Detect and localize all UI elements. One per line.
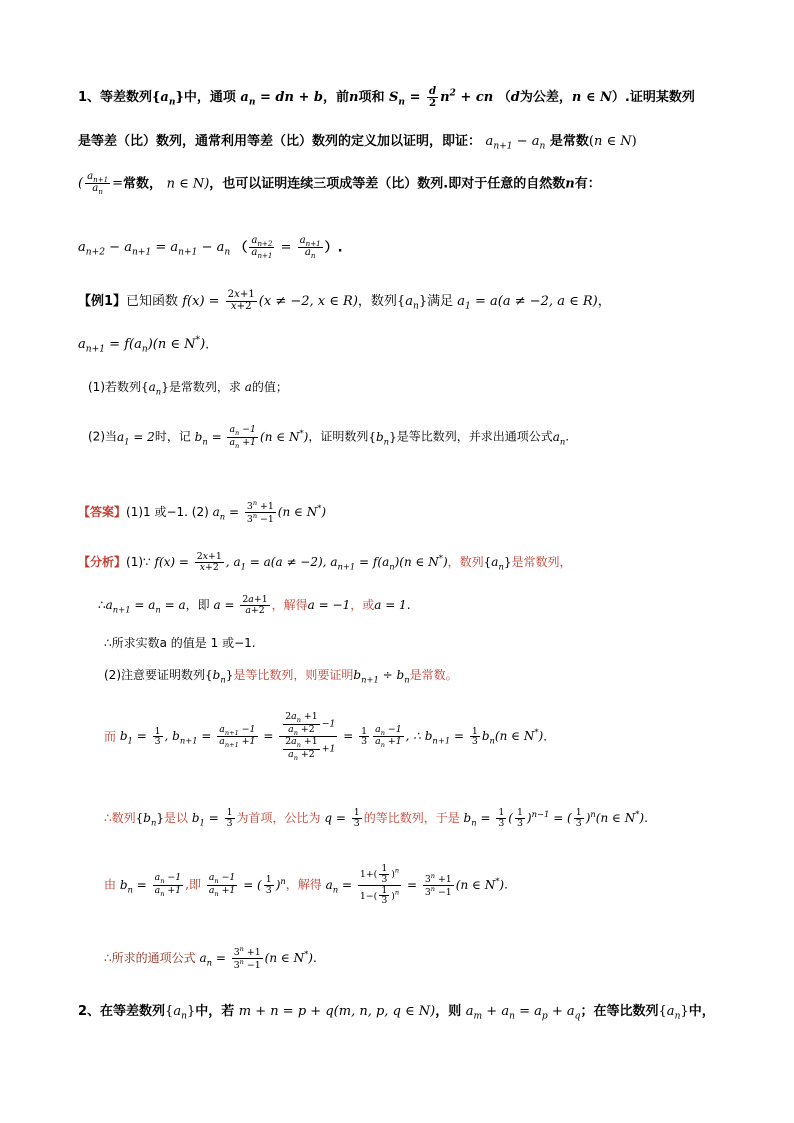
answer-text: (1)1 或−1. (2) [126,504,209,519]
example-q1 [88,378,288,396]
math-an-set: $\{a_n\}$ [165,1004,196,1022]
analysis-p4 [104,666,458,684]
analysis-p7: 由 $b_n$ = $\frac{a_n -1}{a_n +1}$ ,即 $\frac{a_n -1}{a_n +1}$ = ( $\frac{1}{3}$ )$^n$，解得 $a_n$ = 1+( $\frac{1}{3}$ )$^n$ 1−( $\frac{1}{3}$ )$^n$ = $\frac{3^n +1}{3^n -1}$ (n ∈ N*). [104,863,508,907]
math-a1-eq2: $a_1 = 2$ [117,429,155,447]
text: 是常数列，求 [168,380,241,394]
text: ，数列 [447,554,484,569]
math-p4: $b_{n+1} \div b_n$ [353,668,410,685]
text: ，解得 [271,597,308,612]
text: 是常数列， [511,554,572,569]
math-p1: f(x) = $\frac{2x+1}{x+2}$ , $a_1 = a(a \ne -2)$, $a_{n+1} = f(a_n)(n$ ∈ N*) [154,551,448,573]
math-b1: $b_1$ = $\frac{1}{3}$ [191,807,233,829]
section2-line [78,1000,715,1022]
text: ∴数列 [104,810,136,825]
text: 是常数。 [409,668,458,682]
text: ，或 [350,597,375,612]
math-ratio: ( $\frac{a_{n+1}}{a_n}$ = [78,171,124,197]
text: 而 [104,729,117,744]
section1-line1 [78,86,695,109]
math-am-an: $a_m + a_n = a_p + a_q$ [465,1004,581,1022]
text: 是等比数列，则要证明 [233,668,354,682]
math-p2a: $a_{n+1} = a_n = a$ [105,597,186,615]
math-p7b: $\frac{a_n -1}{a_n +1}$ = ( $\frac{1}{3}$ )$^n$ [208,871,286,898]
text: (2)注意要证明数列 [104,668,205,682]
math-p2d: a = 1 [374,597,407,612]
math-bn-general: $b_n$ = $\frac{1}{3}$ ( $\frac{1}{3}$ )$^{n-1}$ = ( $\frac{1}{3}$ )$^n$(n ∈ N*) [463,807,645,829]
section1-line3 [78,172,601,196]
math-recurrence: $a_{n+1} = f(a_n)(n$ ∈ N*) [78,336,206,355]
text: 由 [104,877,117,892]
math-bn-def: $b_n$ = $\frac{a_n -1}{a_n +1}$ (n ∈ N*) [194,424,309,450]
text: ∴所求实数a 的值是 1 或−1. [104,636,256,650]
text: 项和 [358,90,385,105]
text: 的等比数列，于是 [363,810,460,825]
analysis-p2: $\therefore a_{n+1} = a_n = a$，即 a = $\frac{2a+1}{a+2}$ ，解得a = −1，或a = 1. [98,594,411,616]
math-diff: $a_{n+1} - a_n$ [485,134,546,152]
text: 中，通项 [183,90,236,105]
analysis-p3 [104,634,256,651]
math-fx: f(x) = $\frac{2x+1}{x+2}$ (x ≠ −2, x ∈ R) [182,289,358,312]
text: 是以 [164,810,189,825]
math-sn: $S_n$ = $\frac{d}{2}$ $n^2$ + cn [389,85,494,109]
text: 中，若 [195,1004,235,1019]
text: (1)∵ [126,554,151,569]
example-tag: 【例1】 [78,294,127,309]
example-intro: 【例1】已知函数 f(x) = $\frac{2x+1}{x+2}$ (x ≠ −2, x ∈ R)，数列$\{a_n\}$满足 $a_1 = a(a \ne -2$, a ∈ R)， [78,289,611,312]
text: 是等比数列，并求出通项公式 [396,429,553,444]
math-in-N: ∈ N [581,90,612,105]
analysis-p6: ∴数列$\{b_n\}$是以 $b_1$ = $\frac{1}{3}$ 为首项，公比为 q = $\frac{1}{3}$ 的等比数列，于是 $b_n$ = $\frac{1}{3}$ ( $\frac{1}{3}$ )$^{n-1}$ = ( $\frac{1}{3}$ )$^n$(n ∈ N*). [104,807,648,829]
text: 满足 [427,294,454,309]
text: 时，记 [154,429,191,444]
section1-line2 [78,130,637,152]
example-recurrence: $a_{n+1} = f(a_n)(n$ ∈ N*). [78,336,210,355]
math-n-in-N: (n ∈ N) [588,134,637,149]
text: ，证明数列 [308,429,369,444]
text: (2)当 [88,429,117,444]
math-n-in-N: n ∈ N) [166,176,210,192]
math-p2b: a = $\frac{2a+1}{a+2}$ [213,594,268,616]
text: 是常数 [549,134,589,149]
math-an-set: $\{a_n\}$ [396,294,428,312]
math-bn-set: $\{b_n\}$ [205,668,234,685]
text: 为公差， [519,90,572,105]
answer-tag: 【答案】 [78,504,127,519]
math-q: q = $\frac{1}{3}$ [324,807,360,829]
text: 中， [688,1004,715,1019]
analysis-tag: 【分析】 [78,554,127,569]
math-p7c: $a_n$ = 1+( $\frac{1}{3}$ )$^n$ 1−( $\frac{1}{3}$ )$^n$ = $\frac{3^n +1}{3^n -1}$ (n ∈ N*) [325,863,505,907]
text: 是等差（比）数列，通常利用等差（比）数列的定义加以证明，即证： [78,134,482,149]
math-p2c: a = −1 [307,597,351,612]
math-formula: $a_n$ = dn + b [240,90,324,108]
text: ∴ [98,597,106,612]
text: ,即 [185,877,201,892]
math-n: n [349,90,359,105]
text: 常数， [123,176,163,192]
text: ∴所求的通项公式 [104,950,196,965]
text: 为首项，公比为 [236,810,321,825]
text: 的值； [251,380,288,394]
math-p5: $b_1$ = $\frac{1}{3}$ , $b_{n+1}$ = $\frac{a_{n+1} -1}{a_{n+1} +1}$ = $\frac{2a_n +1}{a_n +2}$ −1 $\frac{2a_n +1}{a_n +2}$ +1 = $\frac{1}{3}$ $\frac{a_n -1}{a_n +1}$ , ∴ $b_{n+1}$ = $\frac{1}{3}$ $b_n(n$ ∈ N*) [119,711,544,763]
text: ，前 [323,90,350,105]
analysis-p8: ∴所求的通项公式 $a_n$ = $\frac{3^n +1}{3^n -1}$ (n ∈ N*). [104,945,317,972]
answer-line [78,500,326,525]
text: 1、等差数列 [78,90,153,105]
math-a1: $a_1 = a(a \ne -2$, a ∈ R) [457,294,598,312]
analysis-p5: 而 $b_1$ = $\frac{1}{3}$ , $b_{n+1}$ = $\frac{a_{n+1} -1}{a_{n+1} +1}$ = $\frac{2a_n +1}{a_n +2}$ −1 $\frac{2a_n +1}{a_n +2}$ +1 = $\frac{1}{3}$ $\frac{a_n -1}{a_n +1}$ , ∴ $b_{n+1}$ = $\frac{1}{3}$ $b_n(n$ ∈ N*). [104,711,548,763]
math-answer-an: $a_n$ = $\frac{3^n +1}{3^n -1}$ (n ∈ N*) [212,499,327,526]
math-an-set: $\{a_n\}$ [483,554,512,572]
text: ，解得 [285,877,322,892]
text: 已知函数 [126,294,179,309]
math-n-in-N: n [571,90,582,105]
math-an-set: $\{a_n\}$ [141,380,169,397]
text: ，数列 [357,294,397,309]
text: (1)若数列 [88,380,141,394]
example-q2: (2)当$a_1 = 2$时，记 $b_n$ = $\frac{a_n -1}{a_n +1}$ (n ∈ N*)，证明数列$\{b_n\}$是等比数列，并求出通项公式$a_n$. [88,424,570,450]
math-n: n [565,176,575,192]
math-an-set: $\{a_n\}$ [658,1004,689,1022]
math-an: $a_n$ [552,429,566,447]
section1-line4: $a_{n+2} - a_{n+1} = a_{n+1} - a_n$ （ $\frac{a_{n+2}}{a_{n+1}}$ = $\frac{a_{n+1}}{a_n}$ ）. [78,235,343,261]
text: 2、在等差数列 [78,1004,166,1019]
math-a: a [244,380,252,394]
math-an-set: $\{a_n\}$ [152,90,184,108]
math-final: $a_n$ = $\frac{3^n +1}{3^n -1}$ (n ∈ N*) [199,945,313,972]
math-three-ratio: $\frac{a_{n+2}}{a_{n+1}}$ = $\frac{a_{n+1}}{a_n}$ [251,235,321,261]
math-bn-set: $\{b_n\}$ [368,429,397,447]
text: ；在等比数列 [580,1004,659,1019]
math-p7a: $b_n$ = $\frac{a_n -1}{a_n +1}$ [119,871,182,898]
text: 有： [574,176,601,192]
math-three-terms: $a_{n+2} - a_{n+1} = a_{n+1} - a_n$ [78,240,231,259]
text: ，则 [435,1004,462,1019]
text: ）.证明某数列 [611,90,695,105]
analysis-p1 [78,552,572,573]
text: ，也可以证明连续三项成等差（比）数列.即对于任意的自然数 [209,176,566,192]
math-mnpq: m + n = p + q(m, n, p, q ∈ N) [238,1004,436,1019]
math-bn-set: $\{b_n\}$ [135,810,165,828]
math-d: d [510,90,520,105]
text: （ [497,90,511,105]
text: ，即 [185,597,210,612]
